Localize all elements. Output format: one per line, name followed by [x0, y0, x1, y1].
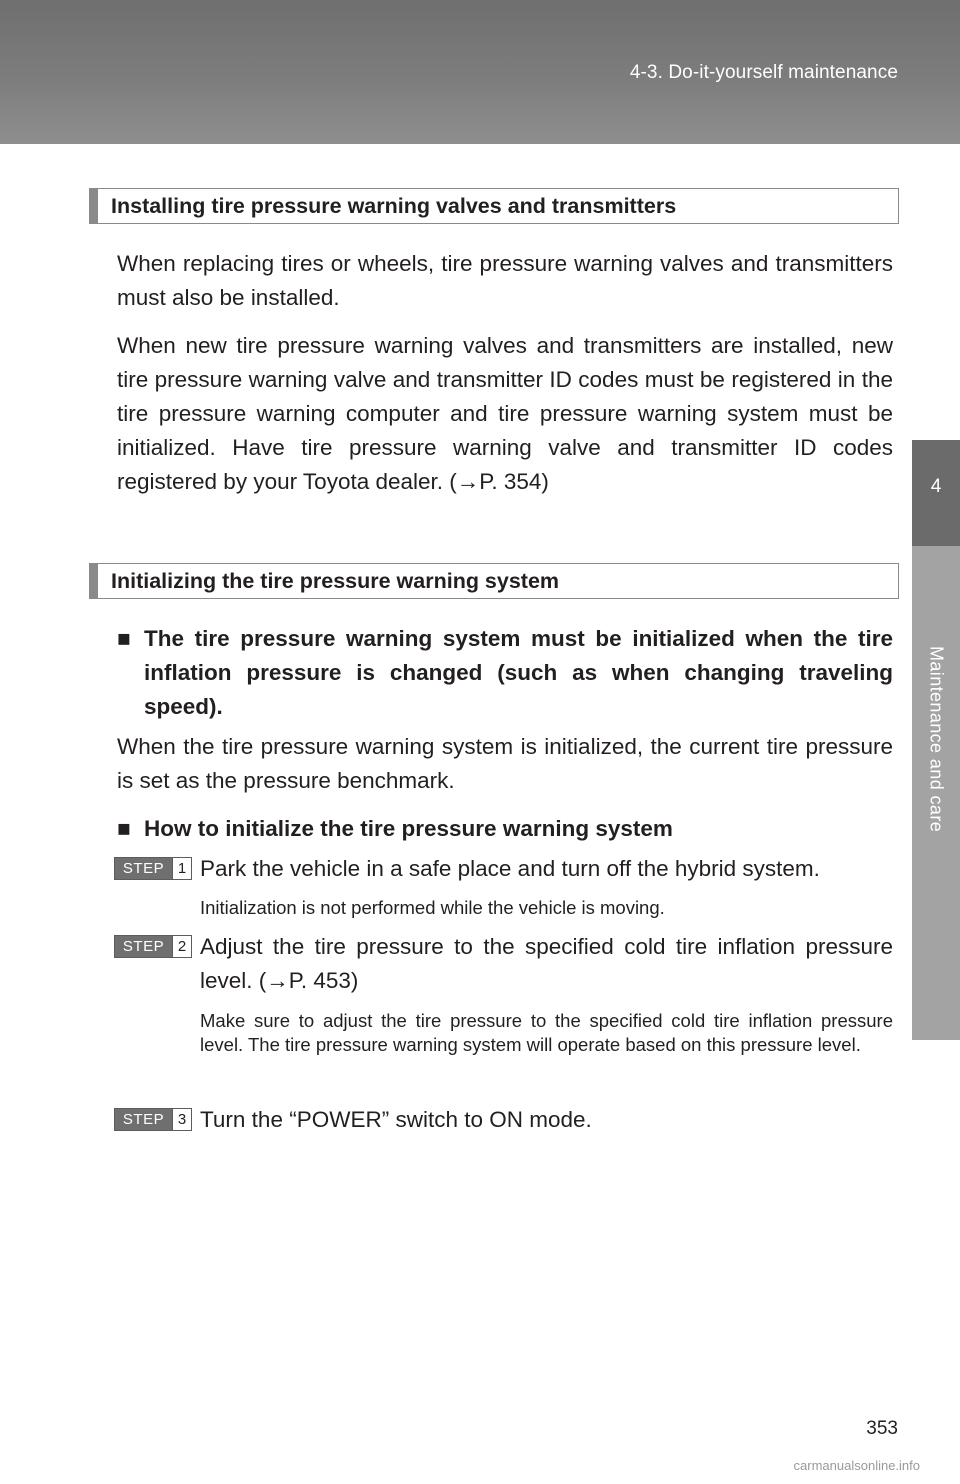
- paragraph: When replacing tires or wheels, tire pressure warning valves and transmitters must also be installed.: [117, 251, 893, 310]
- step-label: STEP: [115, 1109, 172, 1130]
- chapter-tab-label-strip: [912, 546, 960, 1040]
- section-heading-text: Initializing the tire pressure warning system: [111, 569, 560, 593]
- chapter-number: 4: [930, 476, 942, 497]
- header-band: [0, 0, 960, 144]
- step-label: STEP: [115, 936, 172, 957]
- step-1-note: Initialization is not performed while the vehicle is moving.: [200, 897, 665, 918]
- step-number: 1: [172, 858, 191, 879]
- step-2-badge: [114, 935, 192, 958]
- paragraph: When the tire pressure warning system is initialized, the current tire pressure is set as the pressure benchmark.: [117, 734, 893, 793]
- subheading-how-to-initialize: [117, 812, 893, 846]
- section-heading-initializing: [89, 563, 899, 599]
- section-label: 4-3. Do-it-yourself maintenance: [629, 62, 898, 83]
- step-1-text: Park the vehicle in a safe place and turn off the hybrid system.: [200, 856, 820, 881]
- heading-accent-bar: [90, 564, 98, 598]
- square-bullet-icon: ■: [117, 816, 131, 841]
- chapter-tab: [912, 440, 960, 546]
- heading-accent-bar: [90, 189, 98, 223]
- square-bullet-icon: ■: [117, 626, 131, 651]
- subheading-text: The tire pressure warning system must be initialized when the tire inflation pressure is changed (such as when changing traveling speed).: [144, 626, 893, 719]
- step-2-text: Adjust the tire pressure to the specified cold tire inflation pressure level. (→P. 453): [200, 934, 893, 993]
- step-number: 3: [172, 1109, 191, 1130]
- step-1-badge: [114, 857, 192, 880]
- section-heading-installing: [89, 188, 899, 224]
- subheading-initialization-condition: [117, 622, 893, 724]
- step-2-note: Make sure to adjust the tire pressure to the specified cold tire inflation pressure level. The tire pressure warning system will operate based on this pressure level.: [200, 1010, 893, 1055]
- section-heading-text: Installing tire pressure warning valves and transmitters: [111, 194, 677, 218]
- page-number: 353: [866, 1418, 898, 1439]
- paragraph: When new tire pressure warning valves and transmitters are installed, new tire pressure warning valve and transmitter ID codes must be registered in the tire pressure warning computer and tire pressure warning system must be initialized. Have tire pressure warning valve and transmitter ID codes registered by your Toyota dealer. (→P. 354): [117, 333, 893, 494]
- step-3-badge: [114, 1108, 192, 1131]
- chapter-title: Maintenance and care: [926, 646, 947, 833]
- step-label: STEP: [115, 858, 172, 879]
- subheading-text: How to initialize the tire pressure warning system: [144, 816, 673, 841]
- step-3-text: Turn the “POWER” switch to ON mode.: [200, 1107, 592, 1132]
- watermark: carmanualsonline.info: [793, 1458, 920, 1473]
- step-number: 2: [172, 936, 191, 957]
